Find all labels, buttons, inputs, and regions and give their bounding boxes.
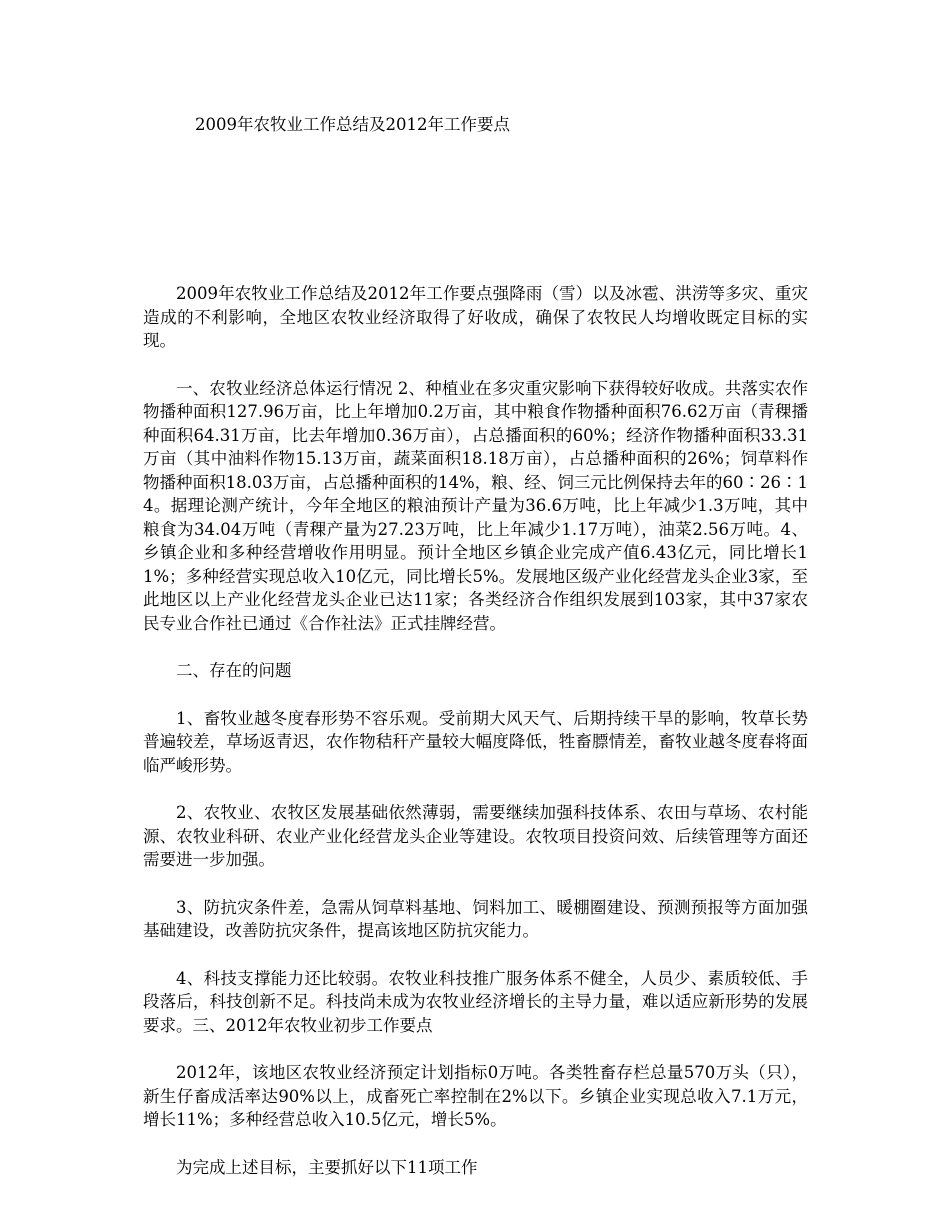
paragraph-problem-3: 3、防抗灾条件差，急需从饲草料基地、饲料加工、暖棚圈建设、预测预报等方面加强基础建设，改善防抗灾条件，提高该地区防抗灾能力。 — [143, 897, 808, 940]
section-heading-problems: 二、存在的问题 — [176, 661, 292, 680]
paragraph-tasks-intro: 为完成上述目标，主要抓好以下11项工作 — [176, 1157, 478, 1177]
paragraph-problem-2: 2、农牧业、农牧区发展基础依然薄弱，需要继续加强科技体系、农田与草场、农村能源、农牧业科研、农业产业化经营龙头企业等建设。农牧项目投资问效、后续管理等方面还需要进一步加强。 — [143, 803, 808, 869]
paragraph-problem-4: 4、科技支撑能力还比较弱。农牧业科技推广服务体系不健全，人员少、素质较低、手段落后，科技创新不足。科技尚未成为农牧业经济增长的主导力量，难以适应新形势的发展要求。三、2012年农牧业初步工作要点 — [143, 968, 808, 1035]
paragraph-2012-targets: 2012年，该地区农牧业经济预定计划指标0万吨。各类牲畜存栏总量570万头（只），新生仔畜成活率达90%以上，成畜死亡率控制在2%以下。乡镇企业实现总收入7.1万元，增长11%；多种经营总收入10.5亿元，增长5%。 — [143, 1063, 808, 1129]
paragraph-problem-1: 1、畜牧业越冬度春形势不容乐观。受前期大风天气、后期持续干旱的影响，牧草长势普遍较差，草场返青迟，农作物秸秆产量较大幅度降低，牲畜膘情差，畜牧业越冬度春将面临严峻形势。 — [143, 708, 808, 775]
paragraph-intro: 2009年农牧业工作总结及2012年工作要点强降雨（雪）以及冰雹、洪涝等多灾、重灾造成的不利影响，全地区农牧业经济取得了好收成，确保了农牧民人均增收既定目标的实现。 — [143, 284, 808, 350]
document-title: 2009年农牧业工作总结及2012年工作要点 — [195, 115, 510, 134]
document-body — [143, 282, 808, 1203]
paragraph-economy-overview: 一、农牧业经济总体运行情况 2、种植业在多灾重灾影响下获得较好收成。共落实农作物播种面积127.96万亩，比上年增加0.2万亩，其中粮食作物播种面积76.62万亩（青稞播种面积64.31万亩，比去年增加0.36万亩），占总播面积的60%；经济作物播种面积33.31万亩（其中油料作物15.13万亩，蔬菜面积18.18万亩），占总播种面积的26%；饲草料作物播种面积18.03万亩，占总播种面积的14%，粮、经、饲三元比例保持去年的60∶26∶14。据理论测产统计，今年全地区的粮油预计产量为36.6万吨，比上年减少1.3万吨，其中粮食为34.04万吨（青稞产量为27.23万吨，比上年减少1.17万吨），油菜2.56万吨。4、乡镇企业和多种经营增收作用明显。预计全地区乡镇企业完成产值6.43亿元，同比增长11%；多种经营实现总收入10亿元，同比增长5%。发展地区级产业化经营龙头企业3家，至此地区以上产业化经营龙头企业已达11家；各类经济合作组织发展到103家，其中37家农民专业合作社已通过《合作社法》正式挂牌经营。 — [143, 378, 808, 633]
